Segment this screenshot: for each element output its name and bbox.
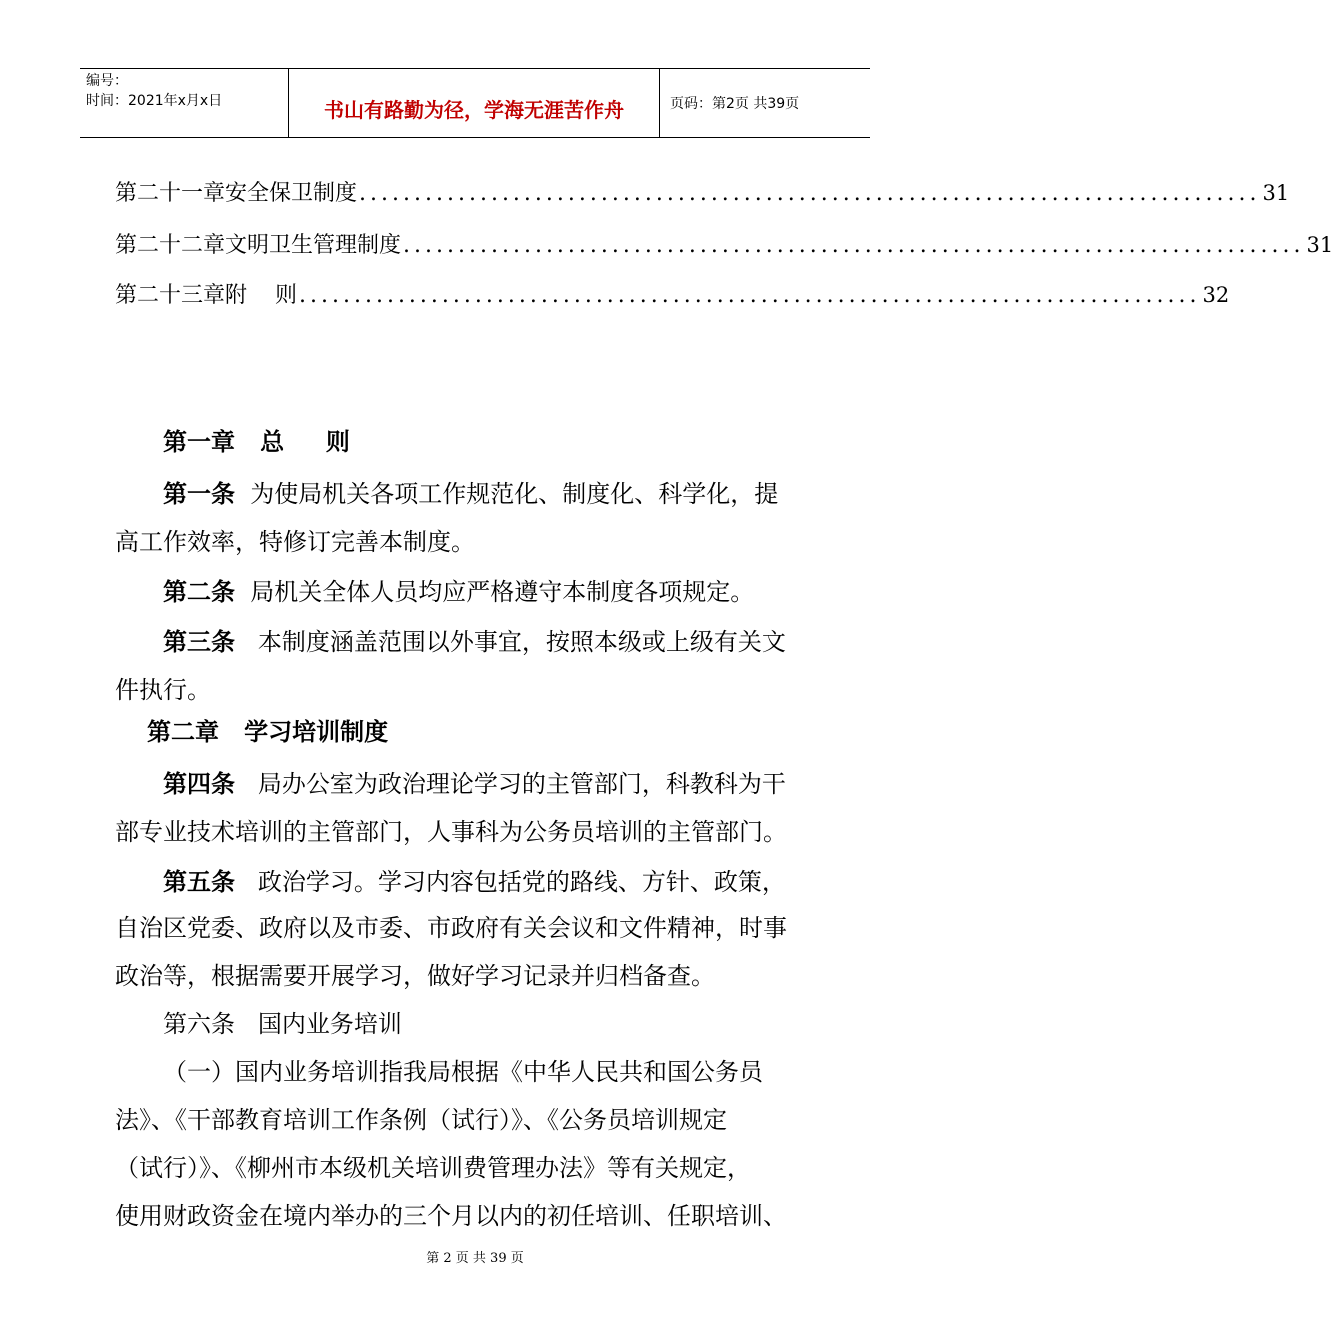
header-page-number: 页码：第2页 共39页 — [670, 96, 800, 112]
page-footer: 第 2 页 共 39 页 — [426, 1251, 524, 1266]
toc-chapter: 第二十三章 — [115, 283, 226, 308]
toc-chapter: 第二十二章 — [115, 233, 226, 258]
article-text: 局机关全体人员均应严格遵守本制度各项规定。 — [250, 578, 755, 606]
chapter-heading: 第二章 学习培训制度 — [147, 718, 389, 746]
article-text: 本制度涵盖范围以外事宜，按照本级或上级有关文 — [257, 628, 786, 656]
document-number-label: 编号： — [86, 73, 128, 89]
toc-page: 32 — [1202, 283, 1230, 307]
header-motto-cell — [288, 69, 660, 137]
document-header — [80, 68, 870, 138]
item-1-line: （一）国内业务培训指我局根据《中华人民共和国公务员 — [163, 1058, 763, 1086]
article-6 — [163, 1008, 402, 1040]
article-2 — [163, 576, 754, 608]
toc-entry — [115, 280, 1230, 310]
toc-leader-dots: .................................................................................. — [359, 181, 1261, 206]
article-label: 第六条 — [163, 1010, 235, 1038]
toc-chapter: 第二十一章 — [115, 181, 226, 206]
chapter-heading: 第一章 总 则 — [163, 428, 350, 456]
article-5 — [163, 866, 786, 898]
toc-page: 31 — [1306, 233, 1333, 257]
toc-title: 文明卫生管理制度 — [225, 233, 402, 258]
toc-leader-dots: .................................................................................. — [403, 233, 1305, 258]
item-1-line: 使用财政资金在境内举办的三个月以内的初任培训、任职培训、 — [115, 1202, 787, 1230]
article-4-cont: 部专业技术培训的主管部门，人事科为公务员培训的主管部门。 — [115, 818, 787, 846]
toc-title: 安全保卫制度 — [225, 181, 358, 206]
article-5-cont: 自治区党委、政府以及市委、市政府有关会议和文件精神，时事 — [115, 914, 787, 942]
toc-leader-dots: .................................................................................. — [299, 283, 1201, 308]
article-3 — [163, 626, 786, 658]
header-motto: 书山有路勤为径，学海无涯苦作舟 — [324, 97, 624, 122]
header-page-cell — [660, 69, 870, 137]
article-text: 局办公室为政治理论学习的主管部门，科教科为干 — [257, 770, 786, 798]
document-date: 时间：2021年x月x日 — [86, 93, 223, 109]
article-label: 第四条 — [163, 770, 235, 798]
article-label: 第一条 — [163, 480, 235, 508]
toc-entry — [115, 178, 1290, 208]
article-text: 国内业务培训 — [257, 1010, 402, 1038]
article-1 — [163, 478, 778, 510]
article-text: 为使局机关各项工作规范化、制度化、科学化，提 — [250, 480, 779, 508]
article-label: 第三条 — [163, 628, 235, 656]
toc-entry — [115, 230, 1333, 260]
article-1-cont: 高工作效率，特修订完善本制度。 — [115, 528, 475, 556]
article-label: 第二条 — [163, 578, 235, 606]
toc-title: 附 则 — [225, 283, 297, 308]
article-4 — [163, 768, 786, 800]
article-3-cont: 件执行。 — [115, 676, 211, 704]
item-1-line: （试行）》、《柳州市本级机关培训费管理办法》等有关规定， — [115, 1154, 751, 1182]
header-meta — [80, 69, 288, 137]
article-5-cont: 政治等，根据需要开展学习，做好学习记录并归档备查。 — [115, 962, 715, 990]
item-1-line: 法》、《干部教育培训工作条例（试行）》、《公务员培训规定 — [115, 1106, 727, 1134]
article-text: 政治学习。学习内容包括党的路线、方针、政策， — [257, 868, 786, 896]
article-label: 第五条 — [163, 868, 235, 896]
toc-page: 31 — [1262, 181, 1290, 205]
